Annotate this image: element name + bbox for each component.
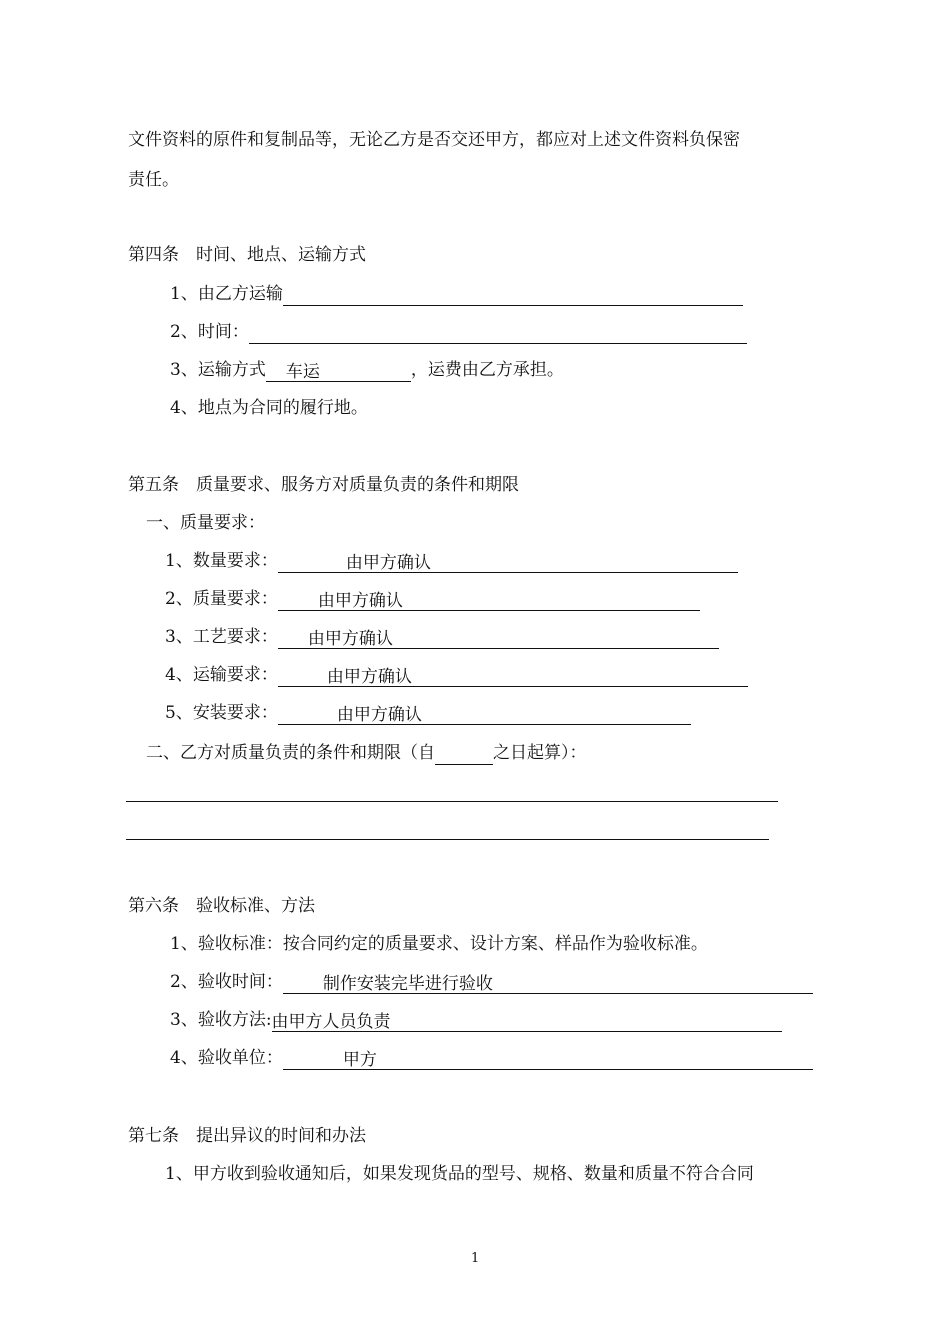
quality-item-label: 4、运输要求： (165, 665, 278, 685)
article4-heading: 第四条 时间、地点、运输方式 (128, 245, 366, 265)
article7-item1: 1、甲方收到验收通知后，如果发现货品的型号、规格、数量和质量不符合合同 (165, 1164, 754, 1184)
article5-section2 (146, 741, 587, 765)
article6-item3-blank[interactable] (272, 1010, 782, 1032)
article6-item3-value: 由甲方人员负责 (271, 1012, 391, 1032)
quality-item-quality (165, 587, 700, 611)
quality-item-transport (165, 663, 748, 687)
quality-item-blank[interactable] (278, 551, 738, 573)
article6-item4-blank[interactable] (283, 1048, 813, 1070)
quality-item-install (165, 701, 691, 725)
article4-item1-label: 1、由乙方运输 (170, 284, 283, 304)
article6-item2 (170, 970, 813, 994)
quality-item-label: 5、安装要求： (165, 703, 278, 723)
quality-item-value: 由甲方确认 (317, 591, 403, 611)
quality-item-value: 由甲方确认 (336, 705, 422, 725)
article4-item3-label: 3、运输方式 (170, 360, 266, 380)
quality-item-value: 由甲方确认 (326, 667, 412, 687)
article4-item4: 4、地点为合同的履行地。 (170, 398, 368, 418)
article6-item4-value: 甲方 (342, 1050, 377, 1070)
quality-item-blank[interactable] (278, 589, 700, 611)
quality-item-blank[interactable] (278, 627, 719, 649)
article5-section2-prefix: 二、乙方对质量负责的条件和期限（自 (146, 743, 435, 763)
quality-item-label: 2、质量要求： (165, 589, 278, 609)
article7-heading: 第七条 提出异议的时间和办法 (128, 1126, 366, 1146)
article6-item2-label: 2、验收时间： (170, 972, 283, 992)
article4-item2-blank[interactable] (249, 322, 747, 344)
article6-item2-blank[interactable] (283, 972, 813, 994)
article6-item1: 1、验收标准：按合同约定的质量要求、设计方案、样品作为验收标准。 (170, 934, 708, 954)
article5-section2-suffix: 之日起算）： (493, 743, 587, 763)
article4-item2 (170, 320, 747, 344)
article4-item1-blank[interactable] (283, 284, 743, 306)
article4-item3 (170, 358, 564, 382)
article6-item3 (170, 1008, 782, 1032)
quality-item-label: 1、数量要求： (165, 551, 278, 571)
quality-item-craft (165, 625, 719, 649)
quality-item-label: 3、工艺要求： (165, 627, 278, 647)
fill-in-line-2[interactable] (126, 839, 769, 840)
quality-item-blank[interactable] (278, 703, 691, 725)
fill-in-line-1[interactable] (126, 801, 778, 802)
quality-item-value: 由甲方确认 (345, 553, 431, 573)
article4-item3-blank[interactable] (266, 360, 411, 382)
quality-item-quantity (165, 549, 738, 573)
article4-item3-value: 车运 (285, 362, 320, 382)
article5-section2-blank[interactable] (435, 743, 493, 765)
article6-item4 (170, 1046, 813, 1070)
quality-item-blank[interactable] (278, 665, 748, 687)
intro-line-1: 文件资料的原件和复制品等，无论乙方是否交还甲方，都应对上述文件资料负保密 (128, 130, 740, 150)
article4-item1 (170, 282, 743, 306)
article4-item2-label: 2、时间： (170, 322, 249, 342)
article5-section1: 一、质量要求： (146, 513, 265, 533)
quality-item-value: 由甲方确认 (307, 629, 393, 649)
article6-item2-value: 制作安装完毕进行验收 (322, 974, 493, 994)
article6-item3-label: 3、验收方法: (170, 1010, 272, 1030)
page-number: 1 (471, 1251, 480, 1266)
article6-item4-label: 4、验收单位： (170, 1048, 283, 1068)
article5-heading: 第五条 质量要求、服务方对质量负责的条件和期限 (128, 475, 519, 495)
article4-item3-suffix: ，运费由乙方承担。 (410, 360, 564, 380)
intro-line-2: 责任。 (128, 170, 179, 190)
article6-heading: 第六条 验收标准、方法 (128, 896, 315, 916)
